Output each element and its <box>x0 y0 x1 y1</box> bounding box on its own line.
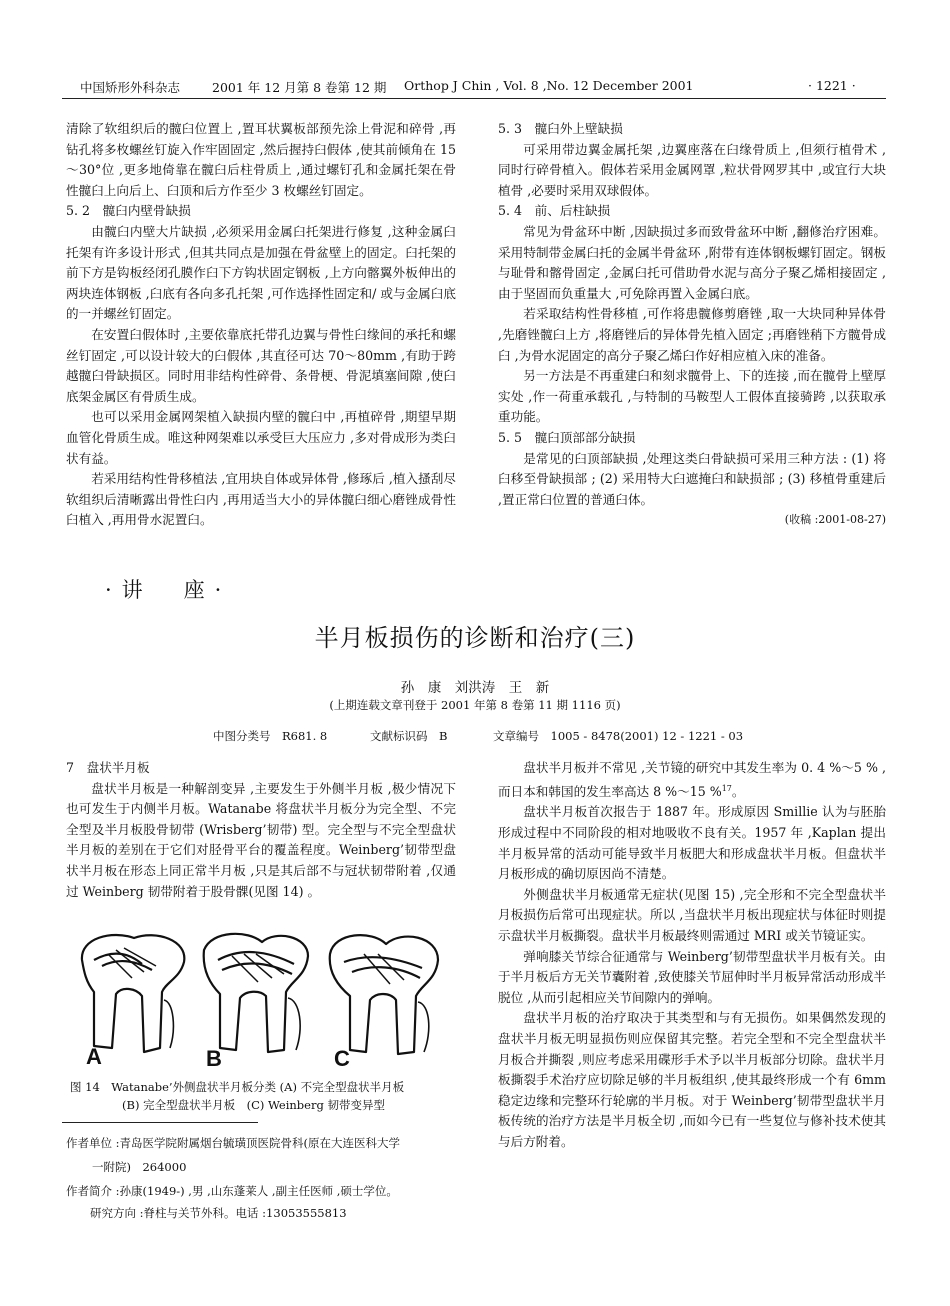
paragraph-end: 。 <box>731 783 745 799</box>
document-code: 文献标识码 B <box>370 729 448 743</box>
paragraph: 若采用结构性骨移植法 ,宜用块自体或异体骨 ,修琢后 ,植入搔刮尽软组织后清晰露出骨性臼内 ,再用适当大小的异体髋臼细心磨锉成骨性臼植入 ,再用骨水泥置臼。 <box>66 471 456 528</box>
top-left-column <box>66 119 456 531</box>
continued-note: (上期连载文章刊登于 2001 年第 8 卷第 11 期 1116 页) <box>329 698 621 712</box>
reference-marker: 17 <box>721 783 732 793</box>
authors: 孙 康 刘洪涛 王 新 <box>400 680 550 696</box>
paragraph <box>498 758 886 802</box>
top-right-column <box>498 119 886 531</box>
paragraph: 清除了软组织后的髋臼位置上 ,置耳状翼板部预先涂上骨泥和碎骨 ,再钻孔将多枚螺丝钉旋入作牢固固定 ,然后握持臼假体 ,使其前倾角在 15～30°位 ,更多地倚靠在髋臼后柱骨质上 ,通过螺钉孔和金属托架在骨性髋臼上向后上、臼顶和后方作至少 3 枚螺丝钉固定。 <box>66 121 456 198</box>
figure-label-c: C <box>334 1046 350 1070</box>
paragraph: 外侧盘状半月板通常无症状(见图 15) ,完全形和不完全型盘状半月板损伤后常可出现症状。所以 ,当盘状半月板出现症状与体征时则提示盘状半月板撕裂。盘状半月板最终则需通过 MRI 或关节镜证实。 <box>498 886 886 943</box>
bottom-right-column <box>498 758 886 1152</box>
section-heading: 5. 2 髋臼内壁骨缺损 <box>66 203 191 219</box>
journal-name: 中国矫形外科杂志 <box>80 80 181 95</box>
knee-drawing-a <box>82 935 184 1052</box>
footnote-affiliation-cont: 一附院) 264000 <box>92 1160 187 1174</box>
article-title: 半月板损伤的诊断和治疗(三) <box>314 624 636 652</box>
paragraph-text: 盘状半月板并不常见 ,关节镜的研究中其发生率为 0. 4 %～5 % ,而日本和韩国的发生率高达 8 %～15 % <box>498 760 886 799</box>
section-heading: 5. 3 髋臼外上壁缺损 <box>498 121 623 136</box>
article-number: 文章编号 1005 - 8478(2001) 12 - 1221 - 03 <box>493 729 744 743</box>
paragraph: 若采取结构性骨移植 ,可作将患髋修剪磨锉 ,取一大块同种异体骨 ,先磨锉髋臼上方 ,将磨锉后的异体骨先植入固定 ;再磨锉稍下方髋骨成臼 ,为骨水泥固定的高分子聚乙烯臼作好相应植入床的准备。 <box>498 306 886 363</box>
paragraph: 也可以采用金属网架植入缺损内壁的髋臼中 ,再植碎骨 ,期望早期血管化骨质生成。唯这种网架难以承受巨大压应力 ,多对骨成形为类臼状有益。 <box>66 409 456 466</box>
clc-number: 中图分类号 R681. 8 <box>213 729 328 743</box>
issue-english: Orthop J Chin , Vol. 8 ,No. 12 December 2001 <box>404 78 694 93</box>
section-heading: 5. 4 前、后柱缺损 <box>498 203 611 219</box>
paragraph: 在安置臼假体时 ,主要依靠底托带孔边翼与骨性臼缘间的承托和螺丝钉固定 ,可以设计较大的臼假体 ,其直径可达 70～80mm ,有助于跨越髋臼骨缺损区。同时用非结构性碎骨、条骨梗、骨泥填塞间隙 ,使臼底架金属区有骨质生成。 <box>66 326 456 404</box>
paragraph: 常见为骨盆环中断 ,因缺损过多而致骨盆环中断 ,翻修治疗困难。采用特制带金属臼托的金属半骨盆环 ,附带有连体钢板螺钉固定。钢板与耻骨和髂骨固定 ,金属臼托可借助骨水泥与高分子聚乙烯相接固定 ,由于坚固而负重量大 ,可免除再置入金属臼底。 <box>498 223 886 301</box>
paragraph: 盘状半月板是一种解剖变异 ,主要发生于外侧半月板 ,极少情况下也可发生于内侧半月板。Watanabe 将盘状半月板分为完全型、不完全型及半月板股骨韧带 (Wrisberg’韧带) 型。完全型与不完全型盘状半月板的差别在于它们对胫骨平台的覆盖程度。Weinberg’韧带型盘状半月板在形态上同正常半月板 ,只是其后部不与冠状韧带附着 ,仅通过 Weinberg 韧带附着于股骨髁(见图 14) 。 <box>66 780 456 899</box>
paragraph: 由髋臼内壁大片缺损 ,必须采用金属臼托架进行修复 ,这种金属臼托架有许多设计形式 ,但其共同点是加强在骨盆壁上的固定。臼托架的前下方是钩板经闭孔膜作臼下方钩状固定钢板 ,上方向髂翼外板伸出的两块连体钢板 ,臼底有各向多孔托架 ,可作选择性固定和/ 或与金属臼底的一并螺丝钉固定。 <box>66 223 456 322</box>
column-label: ·讲 座· <box>105 578 232 602</box>
footnote-bio: 作者简介 :孙康(1949-) ,男 ,山东蓬莱人 ,副主任医师 ,硕士学位。 <box>66 1184 398 1198</box>
header-rule <box>62 98 886 99</box>
footnote-affiliation: 作者单位 :青岛医学院附属烟台毓璜顶医院骨科(原在大连医科大学 <box>66 1136 401 1150</box>
paragraph: 另一方法是不再重建臼和刻求髋骨上、下的连接 ,而在髋骨上壁厚实处 ,作一荷重承载孔 ,与特制的马鞍型人工假体直接骑跨 ,以获取承重功能。 <box>498 368 886 425</box>
paragraph: 盘状半月板首次报告于 1887 年。形成原因 Smillie 认为与胚胎形成过程中不同阶段的相对地吸收不良有关。1957 年 ,Kaplan 提出半月板异常的活动可能导致半月板肥大和形成盘状半月板。但盘状半月板形成的确切原因尚不清楚。 <box>498 804 886 882</box>
bottom-left-column <box>66 758 456 902</box>
page-number: · 1221 · <box>808 78 856 93</box>
section-heading: 5. 5 髋臼顶部部分缺损 <box>498 429 636 445</box>
figure-label-a: A <box>86 1044 102 1069</box>
paragraph: 弹响膝关节综合征通常与 Weinberg’韧带型盘状半月板有关。由于半月板后方无关节囊附着 ,致使膝关节屈伸时半月板异常活动形成半脱位 ,从而引起相应关节间隙内的弹响。 <box>498 948 886 1005</box>
section-heading: 7 盘状半月板 <box>66 760 150 775</box>
received-date: (收稿 :2001-08-27) <box>784 513 886 527</box>
knee-illustration <box>72 930 462 1070</box>
caption-line: (B) 完全型盘状半月板 (C) Weinberg 韧带变异型 <box>122 1098 385 1112</box>
figure-label-b: B <box>206 1046 222 1070</box>
paragraph: 可采用带边翼金属托架 ,边翼座落在臼缘骨质上 ,但须行植骨术 ,同时行碎骨植入。假体若采用金属网罩 ,粒状骨网罗其中 ,或宜行大块植骨 ,必要时采用双球假体。 <box>498 141 886 198</box>
paragraph: 盘状半月板的治疗取决于其类型和与有无损伤。如果偶然发现的盘状半月板无明显损伤则应保留其完整。若完全型和不完全型盘状半月板合并撕裂 ,则应考虑采用碟形手术予以半月板部分切除。盘状半月板撕裂手术治疗应切除足够的半月板组织 ,使其最终形成一个有 6mm 稳定边缘和完整环行轮廓的半月板。对于 Weinberg’韧带型盘状半月板传统的治疗方法是半月板全切 ,而如今已有一些复位与修补技术使其与后方附着。 <box>498 1010 886 1149</box>
issue-chinese: 2001 年 12 月第 8 卷第 12 期 <box>212 80 387 95</box>
paragraph: 是常见的臼顶部缺损 ,处理这类臼骨缺损可采用三种方法 : (1) 将臼移至骨缺损部 ; (2) 采用特大臼遮掩臼和缺损部 ; (3) 移植骨重建后 ,置正常臼位置的普通臼体。 <box>498 450 886 507</box>
caption-line: 图 14 Watanabe’外侧盘状半月板分类 (A) 不完全型盘状半月板 <box>70 1080 405 1094</box>
footnote-research: 研究方向 :脊柱与关节外科。电话 :13053555813 <box>90 1206 347 1220</box>
footnote-rule <box>62 1122 258 1123</box>
figure-caption <box>70 1078 470 1114</box>
knee-drawing-b <box>204 934 308 1052</box>
knee-drawing-c <box>330 935 438 1054</box>
